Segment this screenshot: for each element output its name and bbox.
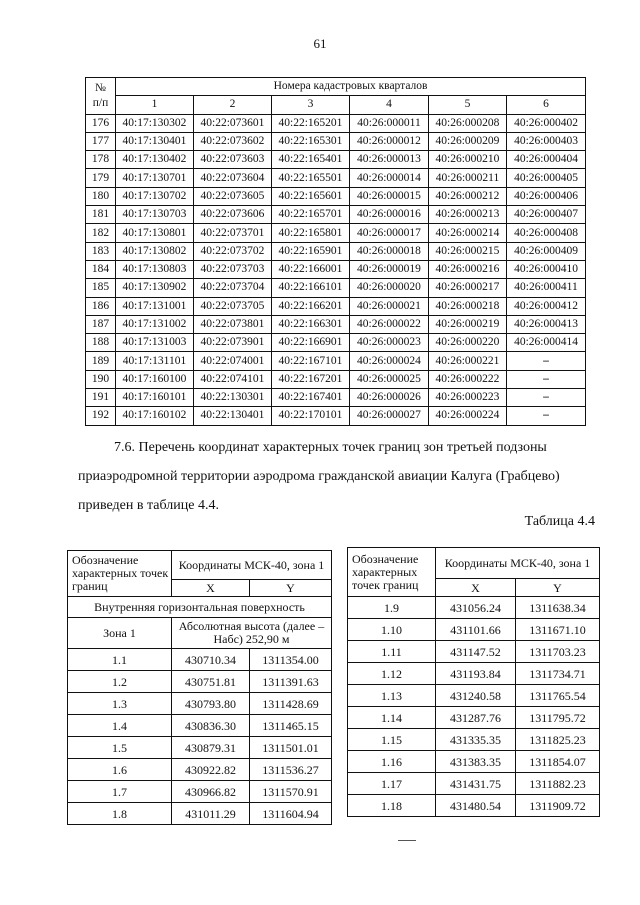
cadastral-number-cell: 40:26:000406 <box>507 187 586 205</box>
cadastral-number-cell: 40:22:073701 <box>194 224 272 242</box>
row-number-cell: 191 <box>86 389 116 407</box>
cadastral-number-cell: 40:26:000014 <box>350 169 429 187</box>
cadastral-number-cell: 40:17:130702 <box>116 187 194 205</box>
table-row <box>86 352 586 370</box>
table-row <box>348 619 600 641</box>
cadastral-number-cell: 40:26:000215 <box>429 242 507 260</box>
y-coordinate-cell: 1311795.72 <box>516 707 600 729</box>
table-row <box>348 597 600 619</box>
x-coordinate-cell: 431193.84 <box>436 663 516 685</box>
x-coordinate-cell: 431335.35 <box>436 729 516 751</box>
cadastral-number-cell: 40:22:165301 <box>272 132 350 150</box>
cadastral-number-cell: 40:22:074101 <box>194 370 272 388</box>
x-coordinate-cell: 431480.54 <box>436 795 516 817</box>
table-row <box>348 663 600 685</box>
row-number-cell: 178 <box>86 151 116 169</box>
section-title: Внутренняя горизонтальная поверхность <box>68 597 332 618</box>
table-row <box>86 389 586 407</box>
y-header: Y <box>516 579 600 597</box>
section-paragraph <box>78 433 598 520</box>
cadastral-number-cell: 40:26:000405 <box>507 169 586 187</box>
cadastral-number-cell: 40:22:165901 <box>272 242 350 260</box>
table-row <box>86 206 586 224</box>
cadastral-number-cell: 40:17:160102 <box>116 407 194 425</box>
cadastral-number-cell: 40:22:073702 <box>194 242 272 260</box>
point-id-cell: 1.5 <box>68 737 172 759</box>
row-number-cell: 180 <box>86 187 116 205</box>
x-coordinate-cell: 431287.76 <box>436 707 516 729</box>
x-coordinate-cell: 431011.29 <box>172 803 250 825</box>
row-number-cell: 181 <box>86 206 116 224</box>
cadastral-number-cell: 40:17:131002 <box>116 315 194 333</box>
point-id-cell: 1.9 <box>348 597 436 619</box>
column-number-header: 1 <box>116 96 194 114</box>
cadastral-number-cell: 40:26:000223 <box>429 389 507 407</box>
table-row <box>68 671 332 693</box>
y-coordinate-cell: 1311703.23 <box>516 641 600 663</box>
table-row <box>68 715 332 737</box>
point-id-cell: 1.18 <box>348 795 436 817</box>
cadastral-number-cell: 40:26:000213 <box>429 206 507 224</box>
cadastral-number-cell: 40:22:130301 <box>194 389 272 407</box>
cadastral-number-cell: 40:17:160101 <box>116 389 194 407</box>
y-coordinate-cell: 1311909.72 <box>516 795 600 817</box>
y-coordinate-cell: 1311671.10 <box>516 619 600 641</box>
point-id-cell: 1.12 <box>348 663 436 685</box>
column-number-header: 2 <box>194 96 272 114</box>
row-number-header: № п/п <box>86 78 116 115</box>
cadastral-number-cell: 40:22:073703 <box>194 260 272 278</box>
cadastral-number-cell: 40:22:165701 <box>272 206 350 224</box>
cadastral-number-cell: 40:26:000214 <box>429 224 507 242</box>
cadastral-number-cell: 40:26:000402 <box>507 114 586 132</box>
cadastral-number-cell: – <box>507 407 586 425</box>
cadastral-number-cell: 40:26:000403 <box>507 132 586 150</box>
point-id-cell: 1.1 <box>68 649 172 671</box>
row-number-cell: 177 <box>86 132 116 150</box>
y-coordinate-cell: 1311391.63 <box>250 671 332 693</box>
cadastral-number-cell: 40:26:000026 <box>350 389 429 407</box>
x-coordinate-cell: 431240.58 <box>436 685 516 707</box>
table-row <box>348 729 600 751</box>
cadastral-number-cell: 40:26:000011 <box>350 114 429 132</box>
row-number-cell: 184 <box>86 260 116 278</box>
x-coordinate-cell: 430922.82 <box>172 759 250 781</box>
cadastral-number-cell: 40:26:000219 <box>429 315 507 333</box>
cadastral-number-cell: 40:17:130802 <box>116 242 194 260</box>
paragraph-line-2: приаэродромной территории аэродрома гражданской авиации Калуга (Грабцево) <box>78 469 560 484</box>
cadastral-number-cell: 40:26:000208 <box>429 114 507 132</box>
cadastral-number-cell: 40:22:167201 <box>272 370 350 388</box>
cadastral-number-cell: 40:17:131003 <box>116 334 194 352</box>
point-id-cell: 1.17 <box>348 773 436 795</box>
y-coordinate-cell: 1311882.23 <box>516 773 600 795</box>
cadastral-number-cell: 40:22:166301 <box>272 315 350 333</box>
zone-label: Зона 1 <box>68 618 172 649</box>
y-coordinate-cell: 1311765.54 <box>516 685 600 707</box>
cadastral-number-cell: 40:22:166101 <box>272 279 350 297</box>
cadastral-number-cell: 40:26:000210 <box>429 151 507 169</box>
point-id-cell: 1.15 <box>348 729 436 751</box>
table-row <box>86 279 586 297</box>
cadastral-number-cell: 40:26:000408 <box>507 224 586 242</box>
x-coordinate-cell: 430966.82 <box>172 781 250 803</box>
cadastral-number-cell: 40:22:166001 <box>272 260 350 278</box>
cadastral-number-cell: 40:22:073601 <box>194 114 272 132</box>
cadastral-number-cell: 40:22:073704 <box>194 279 272 297</box>
paragraph-line-3: приведен в таблице 4.4. <box>78 498 219 513</box>
cadastral-number-cell: 40:26:000022 <box>350 315 429 333</box>
cadastral-number-cell: 40:26:000212 <box>429 187 507 205</box>
cadastral-number-cell: 40:22:073705 <box>194 297 272 315</box>
table-row <box>68 737 332 759</box>
cadastral-number-cell: 40:17:130402 <box>116 151 194 169</box>
y-coordinate-cell: 1311465.15 <box>250 715 332 737</box>
x-coordinate-cell: 430793.80 <box>172 693 250 715</box>
x-coordinate-cell: 431147.52 <box>436 641 516 663</box>
y-coordinate-cell: 1311570.91 <box>250 781 332 803</box>
cadastral-number-cell: 40:17:160100 <box>116 370 194 388</box>
x-coordinate-cell: 431101.66 <box>436 619 516 641</box>
table-row <box>348 795 600 817</box>
cadastral-number-cell: 40:22:073801 <box>194 315 272 333</box>
row-number-cell: 192 <box>86 407 116 425</box>
cadastral-number-cell: 40:26:000017 <box>350 224 429 242</box>
cadastral-number-cell: 40:26:000209 <box>429 132 507 150</box>
point-id-cell: 1.3 <box>68 693 172 715</box>
cadastral-number-cell: 40:26:000217 <box>429 279 507 297</box>
cadastral-quarters-table <box>85 77 586 426</box>
cadastral-number-cell: 40:22:073605 <box>194 187 272 205</box>
table-row <box>86 224 586 242</box>
cadastral-number-cell: 40:26:000016 <box>350 206 429 224</box>
cadastral-number-cell: 40:26:000411 <box>507 279 586 297</box>
cadastral-number-cell: 40:22:170101 <box>272 407 350 425</box>
point-id-cell: 1.8 <box>68 803 172 825</box>
point-id-cell: 1.11 <box>348 641 436 663</box>
point-id-cell: 1.16 <box>348 751 436 773</box>
table-row <box>348 685 600 707</box>
cadastral-number-cell: 40:17:131101 <box>116 352 194 370</box>
cadastral-number-cell: – <box>507 370 586 388</box>
coordinates-table-right <box>347 547 600 817</box>
cadastral-number-cell: 40:22:165801 <box>272 224 350 242</box>
point-id-cell: 1.7 <box>68 781 172 803</box>
cadastral-number-cell: 40:17:130801 <box>116 224 194 242</box>
cadastral-number-cell: 40:26:000224 <box>429 407 507 425</box>
cadastral-number-cell: 40:26:000018 <box>350 242 429 260</box>
cadastral-number-cell: 40:26:000211 <box>429 169 507 187</box>
cadastral-number-cell: 40:22:166901 <box>272 334 350 352</box>
cadastral-number-cell: 40:26:000019 <box>350 260 429 278</box>
cadastral-number-cell: 40:22:165401 <box>272 151 350 169</box>
cadastral-number-cell: 40:22:073901 <box>194 334 272 352</box>
cadastral-number-cell: 40:17:130902 <box>116 279 194 297</box>
scan-mark <box>398 840 416 841</box>
cadastral-number-cell: 40:17:130701 <box>116 169 194 187</box>
table-row <box>86 370 586 388</box>
cadastral-number-cell: 40:17:131001 <box>116 297 194 315</box>
table-row <box>86 407 586 425</box>
cadastral-number-cell: 40:26:000414 <box>507 334 586 352</box>
table-row <box>86 315 586 333</box>
cadastral-number-cell: 40:22:073602 <box>194 132 272 150</box>
cadastral-number-cell: 40:26:000218 <box>429 297 507 315</box>
table-row <box>86 187 586 205</box>
cadastral-number-cell: 40:26:000222 <box>429 370 507 388</box>
point-id-cell: 1.2 <box>68 671 172 693</box>
y-coordinate-cell: 1311854.07 <box>516 751 600 773</box>
cadastral-number-cell: 40:22:165501 <box>272 169 350 187</box>
cadastral-number-cell: 40:22:073606 <box>194 206 272 224</box>
y-coordinate-cell: 1311604.94 <box>250 803 332 825</box>
x-coordinate-cell: 430836.30 <box>172 715 250 737</box>
cadastral-number-cell: 40:26:000027 <box>350 407 429 425</box>
y-coordinate-cell: 1311354.00 <box>250 649 332 671</box>
coordinates-table-left <box>67 550 332 825</box>
cadastral-number-cell: 40:26:000410 <box>507 260 586 278</box>
cadastral-number-cell: 40:22:166201 <box>272 297 350 315</box>
point-id-cell: 1.13 <box>348 685 436 707</box>
column-number-header: 6 <box>507 96 586 114</box>
paragraph-line-1: 7.6. Перечень координат характерных точек границ зон третьей подзоны <box>114 440 547 455</box>
cadastral-number-cell: 40:26:000409 <box>507 242 586 260</box>
cadastral-number-cell: 40:22:165601 <box>272 187 350 205</box>
row-number-cell: 179 <box>86 169 116 187</box>
table-row <box>68 759 332 781</box>
row-number-cell: 185 <box>86 279 116 297</box>
table-row <box>68 693 332 715</box>
cadastral-number-cell: 40:22:073604 <box>194 169 272 187</box>
table-row <box>348 641 600 663</box>
x-coordinate-cell: 431056.24 <box>436 597 516 619</box>
coord-system-header: Координаты МСК-40, зона 1 <box>172 551 332 580</box>
x-header: X <box>436 579 516 597</box>
absolute-height-label: Абсолютная высота (далее – Набс) 252,90 м <box>172 618 332 649</box>
y-coordinate-cell: 1311428.69 <box>250 693 332 715</box>
cadastral-number-cell: 40:22:165201 <box>272 114 350 132</box>
table-row <box>86 242 586 260</box>
table-row <box>86 151 586 169</box>
y-header: Y <box>250 580 332 597</box>
cadastral-number-cell: 40:26:000013 <box>350 151 429 169</box>
table-row <box>86 114 586 132</box>
cadastral-number-cell: 40:26:000015 <box>350 187 429 205</box>
row-number-cell: 190 <box>86 370 116 388</box>
cadastral-number-cell: 40:26:000412 <box>507 297 586 315</box>
row-number-cell: 176 <box>86 114 116 132</box>
cadastral-number-cell: 40:26:000221 <box>429 352 507 370</box>
table-row <box>86 297 586 315</box>
page-number: 61 <box>313 36 327 51</box>
cadastral-number-cell: 40:26:000020 <box>350 279 429 297</box>
cadastral-number-cell: 40:22:130401 <box>194 407 272 425</box>
row-number-cell: 187 <box>86 315 116 333</box>
cadastral-number-cell: 40:26:000012 <box>350 132 429 150</box>
table-row <box>86 132 586 150</box>
x-coordinate-cell: 430751.81 <box>172 671 250 693</box>
row-number-cell: 183 <box>86 242 116 260</box>
column-number-header: 3 <box>272 96 350 114</box>
cadastral-number-cell: 40:26:000407 <box>507 206 586 224</box>
y-coordinate-cell: 1311501.01 <box>250 737 332 759</box>
cadastral-number-cell: 40:17:130401 <box>116 132 194 150</box>
cadastral-number-cell: 40:26:000025 <box>350 370 429 388</box>
table-row <box>348 751 600 773</box>
cadastral-number-cell: 40:26:000021 <box>350 297 429 315</box>
cadastral-number-cell: – <box>507 389 586 407</box>
point-header: Обозначение характерных точек границ <box>348 548 436 597</box>
cadastral-number-cell: – <box>507 352 586 370</box>
table-row <box>86 169 586 187</box>
point-id-cell: 1.10 <box>348 619 436 641</box>
point-id-cell: 1.14 <box>348 707 436 729</box>
cadastral-number-cell: 40:26:000216 <box>429 260 507 278</box>
y-coordinate-cell: 1311536.27 <box>250 759 332 781</box>
x-header: X <box>172 580 250 597</box>
cadastral-number-cell: 40:26:000220 <box>429 334 507 352</box>
x-coordinate-cell: 430710.34 <box>172 649 250 671</box>
cadastral-number-cell: 40:26:000413 <box>507 315 586 333</box>
y-coordinate-cell: 1311638.34 <box>516 597 600 619</box>
cadastral-number-cell: 40:22:073603 <box>194 151 272 169</box>
table-caption: Таблица 4.4 <box>524 514 595 529</box>
table-row <box>348 707 600 729</box>
table-row <box>348 773 600 795</box>
table-row <box>86 260 586 278</box>
point-id-cell: 1.4 <box>68 715 172 737</box>
column-number-header: 4 <box>350 96 429 114</box>
cadastral-number-cell: 40:26:000024 <box>350 352 429 370</box>
table-row <box>68 781 332 803</box>
table-row <box>68 803 332 825</box>
table-row <box>86 334 586 352</box>
y-coordinate-cell: 1311825.23 <box>516 729 600 751</box>
cadastral-number-cell: 40:26:000023 <box>350 334 429 352</box>
cadastral-number-cell: 40:22:167401 <box>272 389 350 407</box>
table-row <box>68 649 332 671</box>
y-coordinate-cell: 1311734.71 <box>516 663 600 685</box>
cadastral-number-cell: 40:22:167101 <box>272 352 350 370</box>
cadastral-number-cell: 40:17:130803 <box>116 260 194 278</box>
point-header: Обозначение характерных точек границ <box>68 551 172 597</box>
cadastral-numbers-header: Номера кадастровых кварталов <box>116 78 586 96</box>
coord-system-header: Координаты МСК-40, зона 1 <box>436 548 600 579</box>
x-coordinate-cell: 431383.35 <box>436 751 516 773</box>
row-number-cell: 186 <box>86 297 116 315</box>
x-coordinate-cell: 430879.31 <box>172 737 250 759</box>
cadastral-number-cell: 40:17:130302 <box>116 114 194 132</box>
row-number-cell: 189 <box>86 352 116 370</box>
x-coordinate-cell: 431431.75 <box>436 773 516 795</box>
row-number-cell: 188 <box>86 334 116 352</box>
cadastral-number-cell: 40:17:130703 <box>116 206 194 224</box>
cadastral-number-cell: 40:22:074001 <box>194 352 272 370</box>
column-number-header: 5 <box>429 96 507 114</box>
row-number-cell: 182 <box>86 224 116 242</box>
cadastral-number-cell: 40:26:000404 <box>507 151 586 169</box>
point-id-cell: 1.6 <box>68 759 172 781</box>
